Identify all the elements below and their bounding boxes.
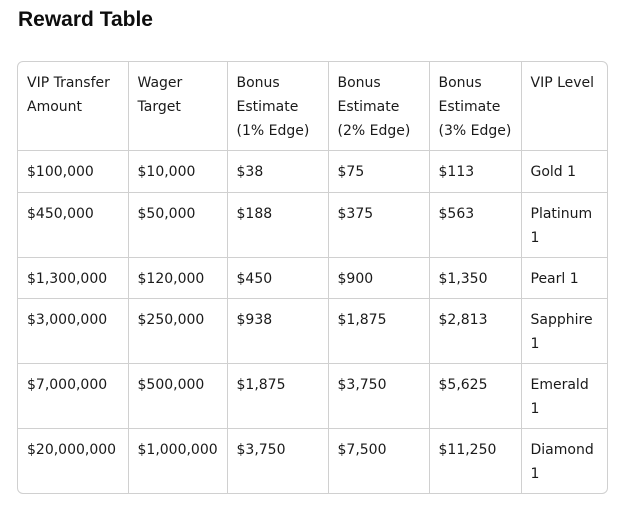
table-cell: $38	[227, 150, 328, 192]
table-cell: $1,875	[227, 363, 328, 428]
table-cell: $120,000	[128, 257, 227, 298]
header-row	[18, 62, 607, 150]
header-cell: Bonus Estimate (3% Edge)	[429, 62, 521, 150]
header-cell: Bonus Estimate (2% Edge)	[328, 62, 429, 150]
table-cell: Sapphire 1	[521, 298, 607, 363]
table-row	[18, 298, 607, 363]
page-title: Reward Table	[18, 8, 153, 31]
table-cell: $1,350	[429, 257, 521, 298]
table-cell: $563	[429, 192, 521, 257]
table-cell: $7,500	[328, 428, 429, 493]
table-cell: $113	[429, 150, 521, 192]
table-cell: $1,875	[328, 298, 429, 363]
table-cell: $3,750	[227, 428, 328, 493]
table-cell: $3,000,000	[18, 298, 128, 363]
table-cell: $20,000,000	[18, 428, 128, 493]
table-cell: $1,000,000	[128, 428, 227, 493]
table-cell: $75	[328, 150, 429, 192]
table-cell: Diamond 1	[530, 441, 594, 482]
reward-table	[18, 62, 607, 493]
table-row	[18, 192, 607, 257]
header-cell: Wager Target	[128, 62, 227, 150]
table-row	[18, 428, 607, 493]
table-cell: $450	[227, 257, 328, 298]
table-cell: $188	[227, 192, 328, 257]
table-cell: $375	[328, 192, 429, 257]
table-cell: $500,000	[128, 363, 227, 428]
table-cell: $938	[227, 298, 328, 363]
table-cell: $11,250	[429, 428, 521, 493]
table-cell: $50,000	[128, 192, 227, 257]
header-cell: Bonus Estimate (1% Edge)	[227, 62, 328, 150]
table-cell: Platinum 1	[521, 192, 607, 257]
table-row	[18, 150, 607, 192]
table-cell: $7,000,000	[18, 363, 128, 428]
table-cell: $450,000	[18, 192, 128, 257]
table-row	[18, 257, 607, 298]
reward-table-container	[17, 61, 608, 494]
table-cell: $100,000	[18, 150, 128, 192]
header-cell: VIP Level	[521, 62, 607, 150]
table-cell: Emerald 1	[521, 363, 607, 428]
table-cell: Pearl 1	[521, 257, 607, 298]
table-row	[18, 363, 607, 428]
table-cell: $10,000	[128, 150, 227, 192]
header-cell: VIP Transfer Amount	[18, 62, 128, 150]
table-cell: Gold 1	[521, 150, 607, 192]
table-cell: $5,625	[429, 363, 521, 428]
table-cell: $900	[328, 257, 429, 298]
table-cell: $1,300,000	[18, 257, 128, 298]
table-cell: $2,813	[429, 298, 521, 363]
table-cell: $250,000	[128, 298, 227, 363]
table-cell: $3,750	[328, 363, 429, 428]
